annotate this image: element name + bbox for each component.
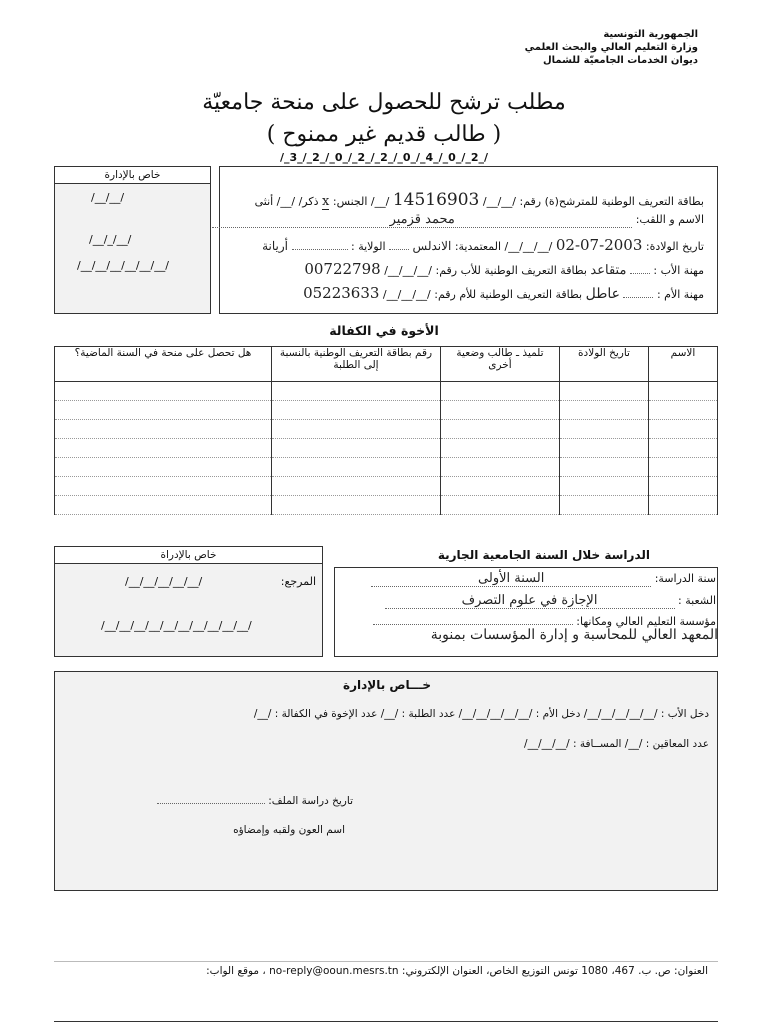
- study-branch-value[interactable]: الإجازة في علوم التصرف: [461, 593, 598, 608]
- father-job-value[interactable]: متقاعد: [590, 263, 627, 278]
- applicant-name-line: [212, 212, 704, 228]
- admin-mid-label: خاص بالإدراة: [55, 547, 322, 564]
- admin-top-line3: /__/__/__/__/__/__/: [77, 259, 169, 272]
- table-row: [55, 420, 718, 439]
- table-cell[interactable]: [441, 477, 560, 496]
- father-line: [304, 260, 704, 278]
- table-cell[interactable]: [55, 496, 272, 515]
- table-cell[interactable]: [441, 401, 560, 420]
- siblings-header-status: تلميذ ـ طالب وضعية أخرى: [441, 347, 560, 382]
- father-id-label: بطاقة التعريف الوطنية للأب رقم:: [435, 264, 587, 277]
- applicant-id-line: [255, 190, 704, 210]
- table-cell[interactable]: [649, 439, 718, 458]
- republic-header: الجمهورية التونسية: [603, 29, 698, 40]
- table-cell[interactable]: [272, 401, 441, 420]
- table-row: [55, 401, 718, 420]
- table-cell[interactable]: [649, 420, 718, 439]
- admin-bottom-line1: دخل الأب : /__/__/__/__/__/ دخل الأم : /__/__/__/__/__/ عدد الطلبة : /__/ عدد الإخوة في الكفالة : /__/: [253, 708, 709, 720]
- mother-id-label: بطاقة التعريف الوطنية للأم رقم:: [434, 288, 583, 301]
- admin-top-label: خاص بالإدارة: [55, 167, 210, 184]
- date-code: /_3_/_2_/_0_/_2_/_2_/_0_/_4_/_0_/_2_/: [279, 151, 489, 164]
- table-cell[interactable]: [55, 382, 272, 401]
- gender-male: ذكر/: [298, 195, 319, 208]
- admin-bottom-line2: عدد المعاقين : /__/ المســافة : /__/__/__/: [524, 738, 709, 750]
- table-cell[interactable]: [55, 458, 272, 477]
- study-date-label: تاريخ دراسة الملف:: [268, 795, 353, 807]
- table-cell[interactable]: [649, 401, 718, 420]
- table-cell[interactable]: [55, 401, 272, 420]
- delegation-value[interactable]: الاندلس: [412, 239, 452, 253]
- admin-mid-box: [54, 546, 323, 657]
- table-cell[interactable]: [560, 496, 649, 515]
- admin-bottom-title: خـــاص بالإدارة: [343, 678, 431, 692]
- admin-top-line2: /__/_/__/: [89, 233, 132, 246]
- applicant-id-blanks: /__/__/: [482, 195, 516, 208]
- table-cell[interactable]: [560, 477, 649, 496]
- father-job-label: مهنة الأب :: [653, 264, 704, 277]
- table-cell[interactable]: [55, 477, 272, 496]
- table-row: [55, 477, 718, 496]
- siblings-header-grant: هل تحصل على منحة في السنة الماضية؟: [55, 347, 272, 382]
- mother-job-value[interactable]: عاطل: [585, 286, 620, 302]
- applicant-name-value[interactable]: محمد قزمير: [389, 212, 455, 227]
- applicant-birth-line: [262, 236, 704, 254]
- table-cell[interactable]: [560, 439, 649, 458]
- mother-id-value[interactable]: 05223633: [303, 284, 380, 302]
- siblings-title: الأخوة في الكفالة: [329, 323, 439, 338]
- siblings-table: [54, 346, 718, 515]
- table-cell[interactable]: [441, 382, 560, 401]
- table-cell[interactable]: [441, 496, 560, 515]
- footer-address: العنوان: ص. ب. 467، 1080 تونس التوزيع الخاص، العنوان الإلكتروني: no-reply@ooun.mesrs.tn ، موقع الواب:: [206, 965, 708, 977]
- admin-mid-ref-label: المرجع:: [280, 575, 316, 588]
- table-row: [55, 439, 718, 458]
- table-row: [55, 382, 718, 401]
- applicant-name-label: الاسم و اللقب:: [635, 213, 704, 226]
- table-cell[interactable]: [649, 496, 718, 515]
- study-year-value[interactable]: السنة الأولى: [478, 571, 545, 586]
- form-subtitle: ( طالب قديم غير ممنوح ): [266, 122, 502, 147]
- study-year-line: [371, 571, 716, 587]
- table-cell[interactable]: [272, 458, 441, 477]
- table-cell[interactable]: [560, 420, 649, 439]
- admin-top-line1: /__/__/: [91, 191, 125, 204]
- siblings-header-name: الاسم: [649, 347, 718, 382]
- footer-divider: [54, 961, 718, 962]
- table-cell[interactable]: [441, 439, 560, 458]
- birth-blanks: /__/__/__/: [504, 240, 553, 253]
- table-row: [55, 496, 718, 515]
- table-cell[interactable]: [560, 401, 649, 420]
- agent-label: اسم العون ولقبه وإمضاؤه: [233, 824, 345, 836]
- governorate-label: الولاية :: [351, 240, 386, 253]
- father-id-blanks: /__/__/__/: [384, 264, 433, 277]
- table-cell[interactable]: [55, 420, 272, 439]
- governorate-value[interactable]: أريانة: [262, 239, 288, 253]
- mother-line: [303, 284, 704, 302]
- bottom-rule: [54, 1021, 718, 1022]
- office-header: ديوان الخدمات الجامعيّة للشمال: [543, 55, 698, 66]
- gender-female: /__/ أنثى: [254, 195, 296, 208]
- table-cell[interactable]: [272, 439, 441, 458]
- siblings-header-id: رقم بطاقة التعريف الوطنية بالنسبة إلى الطلبة: [272, 347, 441, 382]
- mother-job-label: مهنة الأم :: [656, 288, 704, 301]
- form-title: مطلب ترشح للحصول على منحة جامعيّة: [202, 90, 566, 115]
- study-branch-line: [385, 593, 716, 609]
- study-title: الدراسة خلال السنة الجامعية الجارية: [437, 548, 650, 562]
- admin-top-box: [54, 166, 211, 314]
- admin-bottom-box: [54, 671, 718, 891]
- father-id-value[interactable]: 00722798: [304, 260, 381, 278]
- table-cell[interactable]: [441, 420, 560, 439]
- birth-label: تاريخ الولادة:: [645, 240, 704, 253]
- ministry-header: وزارة التعليم العالي والبحث العلمي: [524, 42, 698, 53]
- siblings-header-birth: تاريخ الولادة: [560, 347, 649, 382]
- table-cell[interactable]: [272, 420, 441, 439]
- gender-mark[interactable]: x: [322, 194, 330, 209]
- study-institution-label: مؤسسة التعليم العالي ومكانها:: [576, 615, 716, 628]
- table-row: [55, 458, 718, 477]
- table-cell[interactable]: [560, 458, 649, 477]
- birth-value[interactable]: 2003-07-02: [555, 236, 643, 254]
- table-cell[interactable]: [649, 458, 718, 477]
- table-cell[interactable]: [649, 477, 718, 496]
- table-cell[interactable]: [649, 382, 718, 401]
- admin-mid-line1: /__/__/__/__/__/: [125, 575, 203, 588]
- study-branch-label: الشعبة :: [678, 594, 716, 607]
- study-institution-value[interactable]: المعهد العالي للمحاسبة و إدارة المؤسسات بمنوبة: [430, 627, 718, 643]
- table-cell[interactable]: [560, 382, 649, 401]
- applicant-id-label: بطاقة التعريف الوطنية للمترشح(ة) رقم:: [519, 195, 704, 208]
- table-cell[interactable]: [272, 496, 441, 515]
- table-cell[interactable]: [272, 382, 441, 401]
- table-cell[interactable]: [441, 458, 560, 477]
- study-year-label: سنة الدراسة:: [654, 572, 716, 585]
- mother-id-blanks: /__/__/__/: [382, 288, 431, 301]
- delegation-label: المعتمدية:: [454, 240, 502, 253]
- applicant-id-value[interactable]: 14516903: [392, 190, 480, 210]
- study-institution-value-line: [431, 627, 718, 643]
- table-cell[interactable]: [55, 439, 272, 458]
- study-date-line: [157, 795, 353, 807]
- gender-label: /__/ الجنس:: [332, 195, 390, 208]
- table-cell[interactable]: [272, 477, 441, 496]
- admin-mid-line2: /__/__/__/__/__/__/__/__/__/__/: [101, 619, 252, 632]
